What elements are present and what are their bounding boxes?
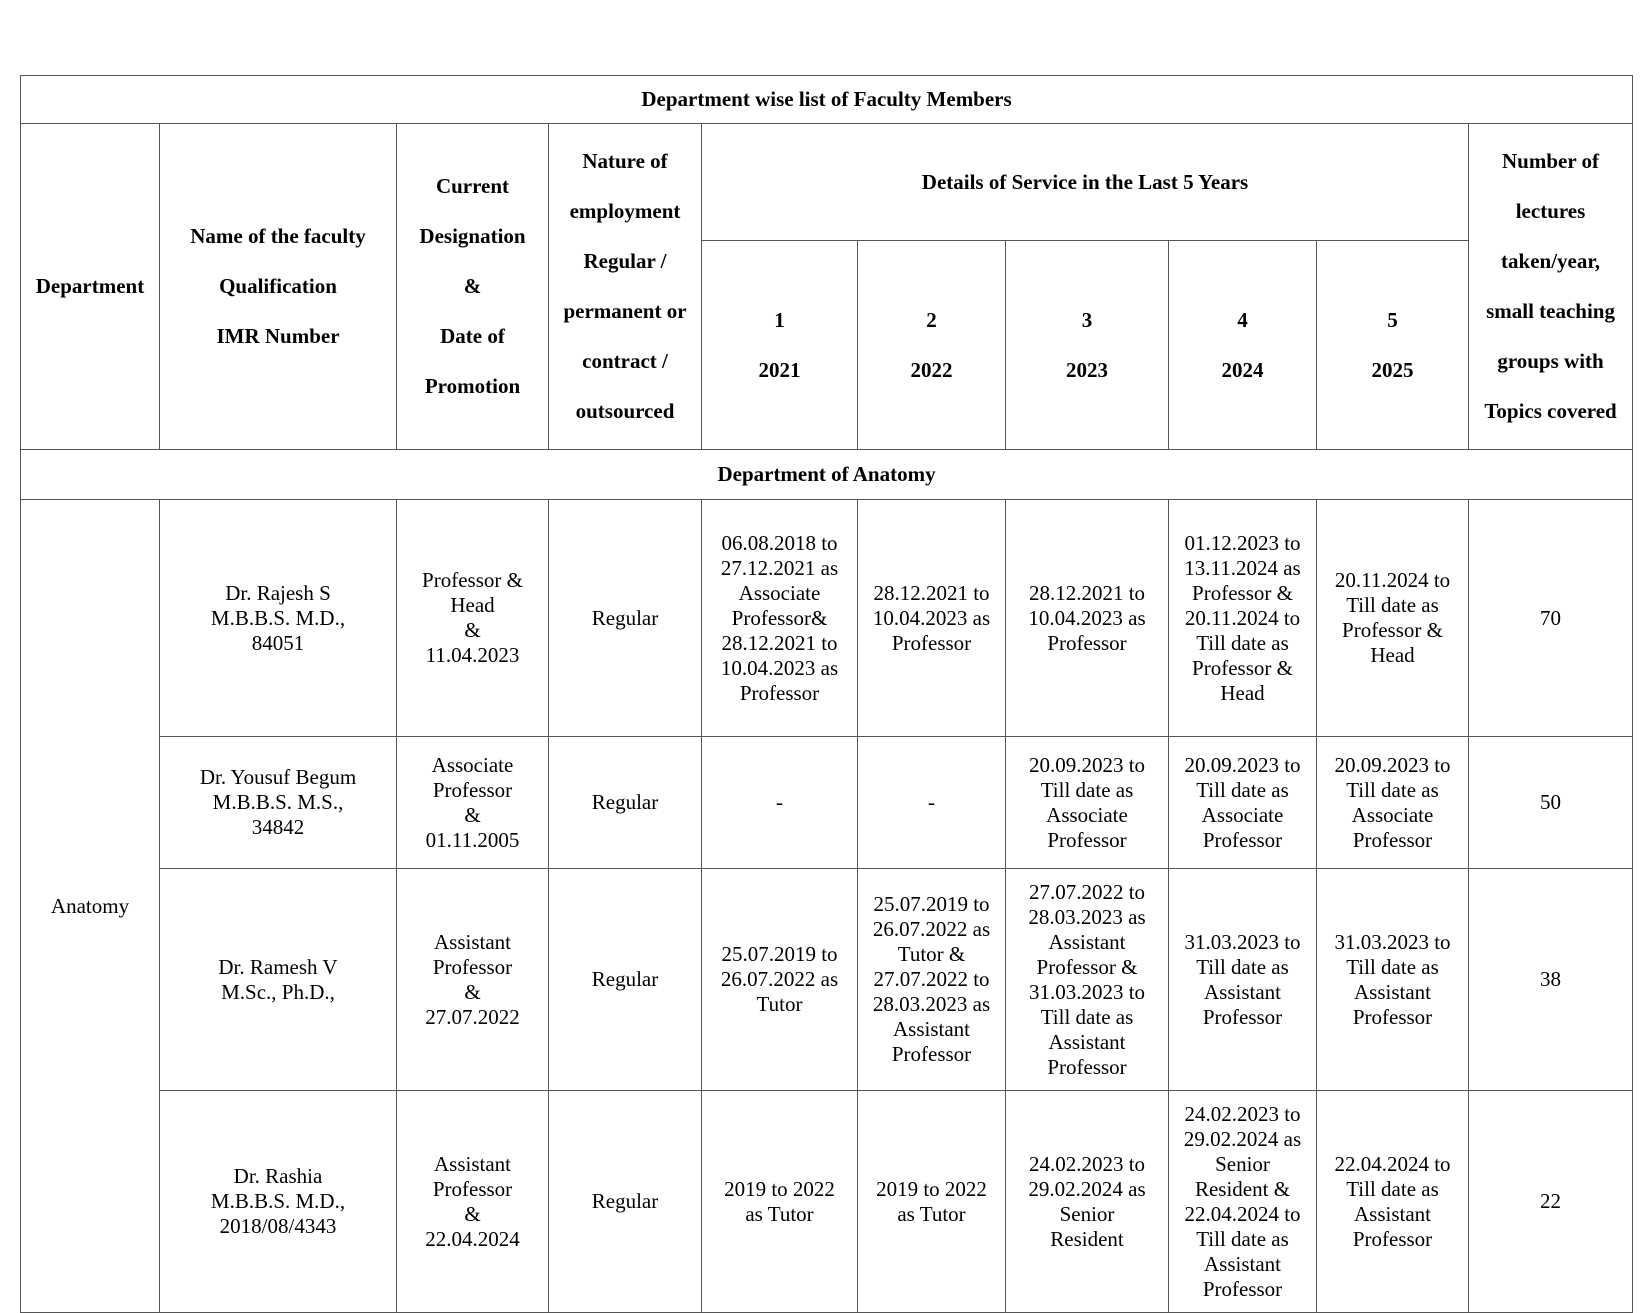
header-designation-line: & <box>463 274 482 298</box>
service-line: Assistant <box>892 1017 970 1041</box>
service-line: 26.07.2022 as <box>872 917 991 941</box>
service-line: 28.03.2023 as <box>1028 904 1146 929</box>
header-name-line: Qualification <box>219 274 337 298</box>
header-name <box>160 124 397 450</box>
designation-line: & <box>464 618 481 642</box>
lectures-count: 50 <box>1540 790 1562 814</box>
lectures-count: 22 <box>1540 1189 1562 1213</box>
service-line: Till date as <box>1346 777 1439 802</box>
header-employment-line: Regular / <box>583 249 667 273</box>
table-title: Department wise list of Faculty Members <box>21 76 1633 124</box>
service-line: 20.09.2023 to <box>1334 752 1451 777</box>
service-line: 28.03.2023 as <box>872 992 991 1016</box>
service-line: Senior <box>1215 1151 1270 1176</box>
faculty-name: Dr. Rajesh S <box>225 580 331 605</box>
header-employment <box>549 124 702 450</box>
employment-cell <box>549 869 702 1091</box>
header-year-1 <box>702 241 858 450</box>
header-employment-line: permanent or <box>563 299 687 323</box>
service-line: 31.03.2023 to <box>1184 929 1301 954</box>
service-line: 22.04.2024 to <box>1184 1201 1301 1226</box>
service-cell-year-4 <box>1169 1091 1317 1313</box>
service-line: 29.02.2024 as <box>1028 1176 1146 1201</box>
service-line: 24.02.2023 to <box>1184 1101 1301 1126</box>
service-cell-year-3 <box>1006 869 1169 1091</box>
service-cell-year-3 <box>1006 1091 1169 1313</box>
designation-line: 11.04.2023 <box>425 643 520 667</box>
service-line: Professor & <box>1192 655 1293 680</box>
header-employment-line: outsourced <box>575 399 675 423</box>
service-line: 27.07.2022 to <box>1028 879 1146 904</box>
table-row <box>21 1091 1633 1313</box>
year-label: 2025 <box>1371 357 1414 382</box>
service-line: 10.04.2023 as <box>872 605 991 630</box>
faculty-table <box>20 75 1633 1313</box>
service-cell-year-1 <box>702 1091 858 1313</box>
faculty-qualification: M.B.B.S. M.D., <box>210 1189 346 1213</box>
service-cell-year-1 <box>702 737 858 869</box>
service-line: Till date as <box>1196 777 1289 802</box>
year-number: 5 <box>1387 307 1398 332</box>
year-label: 2022 <box>910 357 953 382</box>
year-number: 2 <box>926 307 937 332</box>
service-cell-year-4 <box>1169 737 1317 869</box>
service-line: 29.02.2024 as <box>1183 1126 1302 1151</box>
faculty-qualification: M.B.B.S. M.D., <box>210 605 346 630</box>
header-designation-line: Promotion <box>424 374 521 398</box>
header-lectures-line: taken/year, <box>1501 249 1601 273</box>
header-lectures-line: Topics covered <box>1484 399 1617 423</box>
section-heading: Department of Anatomy <box>21 450 1633 500</box>
service-cell-year-5 <box>1317 737 1469 869</box>
lectures-cell <box>1469 869 1633 1091</box>
table-row <box>21 737 1633 869</box>
service-cell-year-5 <box>1317 869 1469 1091</box>
faculty-name: Dr. Ramesh V <box>218 954 338 979</box>
service-line: Till date as <box>1346 1176 1439 1201</box>
header-year-2 <box>858 241 1006 450</box>
service-line: Professor <box>891 1042 972 1066</box>
service-cell-year-2 <box>858 500 1006 737</box>
service-line: - <box>928 790 935 814</box>
service-cell-year-3 <box>1006 737 1169 869</box>
employment-type: Regular <box>591 967 659 991</box>
service-cell-year-5 <box>1317 500 1469 737</box>
lectures-cell <box>1469 737 1633 869</box>
designation-line: Assistant <box>433 929 511 954</box>
service-line: Professor <box>1202 827 1283 852</box>
service-cell-year-5 <box>1317 1091 1469 1313</box>
service-line: 2019 to 2022 <box>876 1176 987 1201</box>
header-lectures-line: lectures <box>1515 199 1586 223</box>
employment-cell <box>549 737 702 869</box>
service-line: 20.11.2024 to <box>1184 605 1301 630</box>
service-line: Resident & <box>1194 1176 1291 1201</box>
designation-cell <box>397 737 549 869</box>
designation-cell <box>397 500 549 737</box>
service-cell-year-3 <box>1006 500 1169 737</box>
service-cell-year-1 <box>702 500 858 737</box>
service-line: 27.07.2022 to <box>873 967 990 991</box>
service-line: Resident <box>1050 1226 1124 1251</box>
service-line: Associate <box>1351 802 1434 827</box>
service-line: 20.11.2024 to <box>1334 568 1451 592</box>
service-line: Associate <box>1046 802 1128 827</box>
service-line: Till date as <box>1346 954 1439 979</box>
year-label: 2024 <box>1221 357 1264 382</box>
designation-line: Associate <box>431 752 514 777</box>
faculty-imr-number: 2018/08/4343 <box>219 1214 337 1238</box>
service-line: 22.04.2024 to <box>1334 1151 1451 1176</box>
designation-line: 01.11.2005 <box>425 827 520 852</box>
table-row <box>21 869 1633 1091</box>
service-line: 28.12.2021 to <box>1028 580 1146 605</box>
service-line: Professor& <box>731 605 828 630</box>
faculty-qualification: M.Sc., Ph.D., <box>221 979 335 1004</box>
header-employment-line: employment <box>569 199 681 223</box>
service-line: Associate <box>1201 802 1284 827</box>
service-cell-year-4 <box>1169 869 1317 1091</box>
faculty-imr-number: 34842 <box>251 815 305 839</box>
service-line: 28.12.2021 to <box>721 630 838 655</box>
header-lectures <box>1469 124 1633 450</box>
service-line: as Tutor <box>745 1201 814 1226</box>
designation-line: & <box>464 802 481 827</box>
designation-line: Professor <box>432 1176 513 1201</box>
header-lectures-line: Number of <box>1502 149 1600 173</box>
header-designation-line: Date of <box>440 324 505 348</box>
employment-cell <box>549 500 702 737</box>
service-line: 28.12.2021 to <box>873 580 990 605</box>
service-line: 26.07.2022 as <box>720 967 839 991</box>
designation-line: Professor <box>432 954 513 979</box>
lectures-cell <box>1469 1091 1633 1313</box>
service-line: 25.07.2019 to <box>873 892 990 916</box>
header-department: Department <box>21 124 160 450</box>
service-line: Till date as <box>1196 954 1289 979</box>
service-line: Till date as <box>1196 630 1289 655</box>
service-line: Professor <box>1047 827 1127 852</box>
service-line: Professor & <box>1342 618 1443 642</box>
header-employment-line: Nature of <box>582 149 668 173</box>
header-year-5 <box>1317 241 1469 450</box>
service-line: Professor <box>1202 1276 1283 1301</box>
service-line: Tutor <box>756 992 803 1016</box>
header-name-line: IMR Number <box>216 324 340 348</box>
header-designation-line: Current <box>435 174 510 198</box>
service-line: 2019 to 2022 <box>724 1176 835 1201</box>
faculty-name: Dr. Yousuf Begum <box>199 765 357 789</box>
year-label: 2021 <box>758 357 801 382</box>
employment-cell <box>549 1091 702 1313</box>
faculty-name-cell <box>160 737 397 869</box>
service-cell-year-2 <box>858 869 1006 1091</box>
service-cell-year-1 <box>702 869 858 1091</box>
service-cell-year-2 <box>858 737 1006 869</box>
employment-type: Regular <box>591 1189 659 1213</box>
year-label: 2023 <box>1066 357 1108 382</box>
service-line: Professor <box>1352 1004 1433 1029</box>
service-line: Professor <box>1047 1054 1127 1079</box>
designation-cell <box>397 869 549 1091</box>
employment-type: Regular <box>591 790 659 814</box>
service-cell-year-4 <box>1169 500 1317 737</box>
service-line: Head <box>1220 680 1265 705</box>
service-line: Head <box>1370 643 1415 667</box>
designation-line: Head <box>450 593 495 617</box>
service-line: Assistant <box>1048 1029 1126 1054</box>
header-service: Details of Service in the Last 5 Years <box>702 124 1469 241</box>
service-line: 20.09.2023 to <box>1184 752 1301 777</box>
faculty-name-cell <box>160 869 397 1091</box>
service-line: 31.03.2023 to <box>1028 979 1146 1004</box>
service-cell-year-2 <box>858 1091 1006 1313</box>
designation-line: 22.04.2024 <box>425 1226 520 1251</box>
header-lectures-line: groups with <box>1497 349 1604 373</box>
service-line: Professor <box>1202 1004 1283 1029</box>
faculty-name: Dr. Rashia <box>233 1164 323 1188</box>
header-name-line: Name of the faculty <box>190 224 366 248</box>
service-line: Professor & <box>1192 580 1293 605</box>
service-line: as Tutor <box>897 1201 966 1226</box>
table-row <box>21 500 1633 737</box>
service-line: Till date as <box>1346 593 1439 617</box>
service-line: Senior <box>1059 1201 1115 1226</box>
year-number: 1 <box>774 307 785 332</box>
service-line: Till date as <box>1040 1004 1134 1029</box>
designation-cell <box>397 1091 549 1313</box>
designation-line: Assistant <box>433 1151 511 1176</box>
faculty-name-cell <box>160 500 397 737</box>
service-line: 01.12.2023 to <box>1184 530 1301 555</box>
designation-line: 27.07.2022 <box>425 1004 520 1029</box>
service-line: 06.08.2018 to <box>721 530 838 555</box>
service-line: 31.03.2023 to <box>1334 929 1451 954</box>
designation-line: & <box>464 979 481 1004</box>
service-line: 24.02.2023 to <box>1028 1151 1146 1176</box>
designation-line: Professor <box>432 777 513 802</box>
service-line: 27.12.2021 as <box>720 555 839 580</box>
service-line: Professor <box>1047 630 1127 655</box>
service-line: Assistant <box>1048 929 1126 954</box>
service-line: 25.07.2019 to <box>721 942 838 966</box>
service-line: - <box>776 790 783 814</box>
service-line: 20.09.2023 to <box>1028 752 1146 777</box>
department-cell: Anatomy <box>21 500 160 1313</box>
faculty-qualification: M.B.B.S. M.S., <box>212 790 344 814</box>
designation-line: Professor & <box>422 568 523 592</box>
employment-type: Regular <box>591 605 659 630</box>
service-line: Professor <box>739 680 820 705</box>
service-line: Assistant <box>1353 979 1431 1004</box>
header-designation <box>397 124 549 450</box>
service-line: 10.04.2023 as <box>1028 605 1146 630</box>
header-lectures-line: small teaching <box>1486 299 1615 323</box>
service-line: Professor <box>891 630 972 655</box>
service-line: Assistant <box>1203 1251 1281 1276</box>
designation-line: & <box>464 1201 481 1226</box>
year-number: 4 <box>1237 307 1248 332</box>
service-line: Till date as <box>1196 1226 1289 1251</box>
service-line: Tutor & <box>897 942 966 966</box>
header-year-3 <box>1006 241 1169 450</box>
service-line: Professor <box>1352 827 1433 852</box>
lectures-cell <box>1469 500 1633 737</box>
service-line: 13.11.2024 as <box>1184 555 1301 580</box>
lectures-count: 38 <box>1540 967 1562 991</box>
service-line: Professor <box>1352 1226 1433 1251</box>
service-line: 10.04.2023 as <box>720 655 839 680</box>
service-line: Professor & <box>1036 954 1138 979</box>
service-line: Assistant <box>1203 979 1281 1004</box>
lectures-count: 70 <box>1540 605 1562 630</box>
service-line: Till date as <box>1040 777 1134 802</box>
year-number: 3 <box>1081 307 1093 332</box>
header-employment-line: contract / <box>582 349 668 373</box>
service-line: Associate <box>738 580 821 605</box>
service-line: Assistant <box>1353 1201 1431 1226</box>
header-year-4 <box>1169 241 1317 450</box>
faculty-imr-number: 84051 <box>251 630 305 655</box>
header-designation-line: Designation <box>419 224 526 248</box>
faculty-name-cell <box>160 1091 397 1313</box>
